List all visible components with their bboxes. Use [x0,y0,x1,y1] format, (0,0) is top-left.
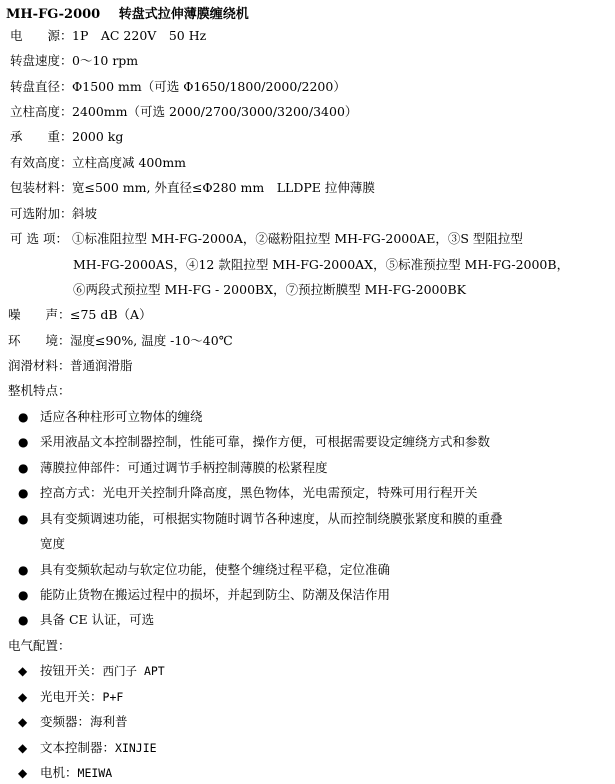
bullet-icon: ● [18,588,29,602]
spec-value: ≤75 dB（A） [70,307,152,322]
feature-text-continued: 宽度 [40,536,66,551]
spec-label: 噪 声： [8,307,71,322]
electrical-item [18,765,112,781]
spec-label: 立柱高度： [10,104,73,119]
spec-column-height [10,104,357,120]
electrical-label: 电机： [40,765,78,780]
spec-environment [8,333,233,349]
diamond-icon: ◆ [18,766,28,780]
spec-turntable-diameter [10,79,346,95]
spec-lubricant [8,358,133,374]
electrical-value: MEIWA [77,766,113,780]
feature-item [18,562,390,578]
spec-turntable-speed [10,53,138,69]
options-line-1: ①标准阻拉型 MH-FG-2000A，②磁粉阻拉型 MH-FG-2000AE，③S 型阻拉型 [72,231,523,246]
bullet-icon: ● [18,435,29,449]
feature-item [18,511,503,527]
spec-value: 斜坡 [72,206,98,221]
feature-text: 具有变频调速功能，可根据实物随时调节各种速度，从而控制绕膜张紧度和膜的重叠 [40,511,503,526]
spec-value: Φ1500 mm（可选 Φ1650/1800/2000/2200） [72,79,346,94]
feature-text: 能防止货物在搬运过程中的损坏，并起到防尘、防潮及保洁作用 [40,587,391,602]
bullet-icon: ● [18,461,29,475]
bullet-icon: ● [18,410,29,424]
spec-label: 可 选 项： [10,231,68,246]
spec-noise [8,307,152,323]
feature-text: 具有变频软起动与软定位功能，使整个缠绕过程平稳，定位准确 [40,562,391,577]
spec-power [10,28,206,44]
product-model: MH-FG-2000 [6,7,101,22]
electrical-item [18,663,165,679]
bullet-icon: ● [18,613,29,627]
spec-label: 可选附加： [10,206,73,221]
feature-item [18,460,328,476]
diamond-icon: ◆ [18,690,28,704]
spec-label: 电 源： [10,28,73,43]
spec-options [10,231,523,247]
feature-text: 具备 CE 认证，可选 [40,612,155,627]
bullet-icon: ● [18,512,29,526]
feature-item [18,485,478,501]
feature-text: 薄膜拉伸部件：可通过调节手柄控制薄膜的松紧程度 [40,460,328,475]
spec-label: 转盘速度： [10,53,73,68]
electrical-value: 海利普 [90,714,128,729]
electrical-item [18,714,128,730]
feature-text: 采用液晶文本控制器控制，性能可靠，操作方便，可根据需要设定缠绕方式和参数 [40,434,491,449]
diamond-icon: ◆ [18,664,28,678]
feature-text: 控高方式：光电开关控制升降高度，黑色物体，光电需预定，特殊可用行程开关 [40,485,478,500]
bullet-icon: ● [18,563,29,577]
electrical-item [18,689,123,705]
spec-effective-height [10,155,186,171]
spec-value: 2000 kg [72,129,124,144]
spec-optional-addon [10,206,97,222]
spec-value: 普通润滑脂 [70,358,133,373]
feature-item [18,587,390,603]
spec-label: 润滑材料： [8,358,71,373]
feature-item [18,409,203,425]
spec-value: 1P AC 220V 50 Hz [72,28,207,43]
spec-label: 包装材料： [10,180,73,195]
spec-label: 有效高度： [10,155,73,170]
electrical-label: 文本控制器： [40,740,116,755]
product-title [6,3,249,22]
spec-value: 湿度≤90%, 温度 -10～40℃ [70,333,233,348]
diamond-icon: ◆ [18,741,28,755]
features-heading: 整机特点： [8,383,71,398]
electrical-label: 光电开关： [40,689,103,704]
electrical-heading: 电气配置： [8,638,71,653]
options-line-3: ⑥两段式预拉型 MH-FG - 2000BX，⑦预拉断膜型 MH-FG-2000BK [73,282,466,297]
electrical-item [18,740,157,756]
spec-value: 0～10 rpm [72,53,139,68]
spec-value: 宽≤500 mm, 外直径≤Φ280 mm LLDPE 拉伸薄膜 [72,180,375,195]
options-line-2: MH-FG-2000AS，④12 款阻拉型 MH-FG-2000AX，⑤标准预拉型 MH-FG-2000B， [73,257,570,272]
spec-value: 立柱高度减 400mm [72,155,187,170]
diamond-icon: ◆ [18,715,28,729]
spec-label: 转盘直径： [10,79,73,94]
spec-packing-material [10,180,375,196]
electrical-value: P+F [102,690,124,704]
electrical-value: XINJIE [115,741,157,755]
electrical-value: 西门子 APT [102,664,165,678]
feature-item [18,612,154,628]
electrical-label: 按钮开关： [40,663,103,678]
spec-label: 环 境： [8,333,71,348]
feature-text: 适应各种柱形可立物体的缠绕 [40,409,203,424]
bullet-icon: ● [18,486,29,500]
spec-value: 2400mm（可选 2000/2700/3000/3200/3400） [72,104,358,119]
spec-label: 承 重： [10,129,73,144]
feature-item [18,434,490,450]
spec-load [10,129,123,145]
product-name: 转盘式拉伸薄膜缠绕机 [118,7,249,22]
electrical-label: 变频器： [40,714,91,729]
